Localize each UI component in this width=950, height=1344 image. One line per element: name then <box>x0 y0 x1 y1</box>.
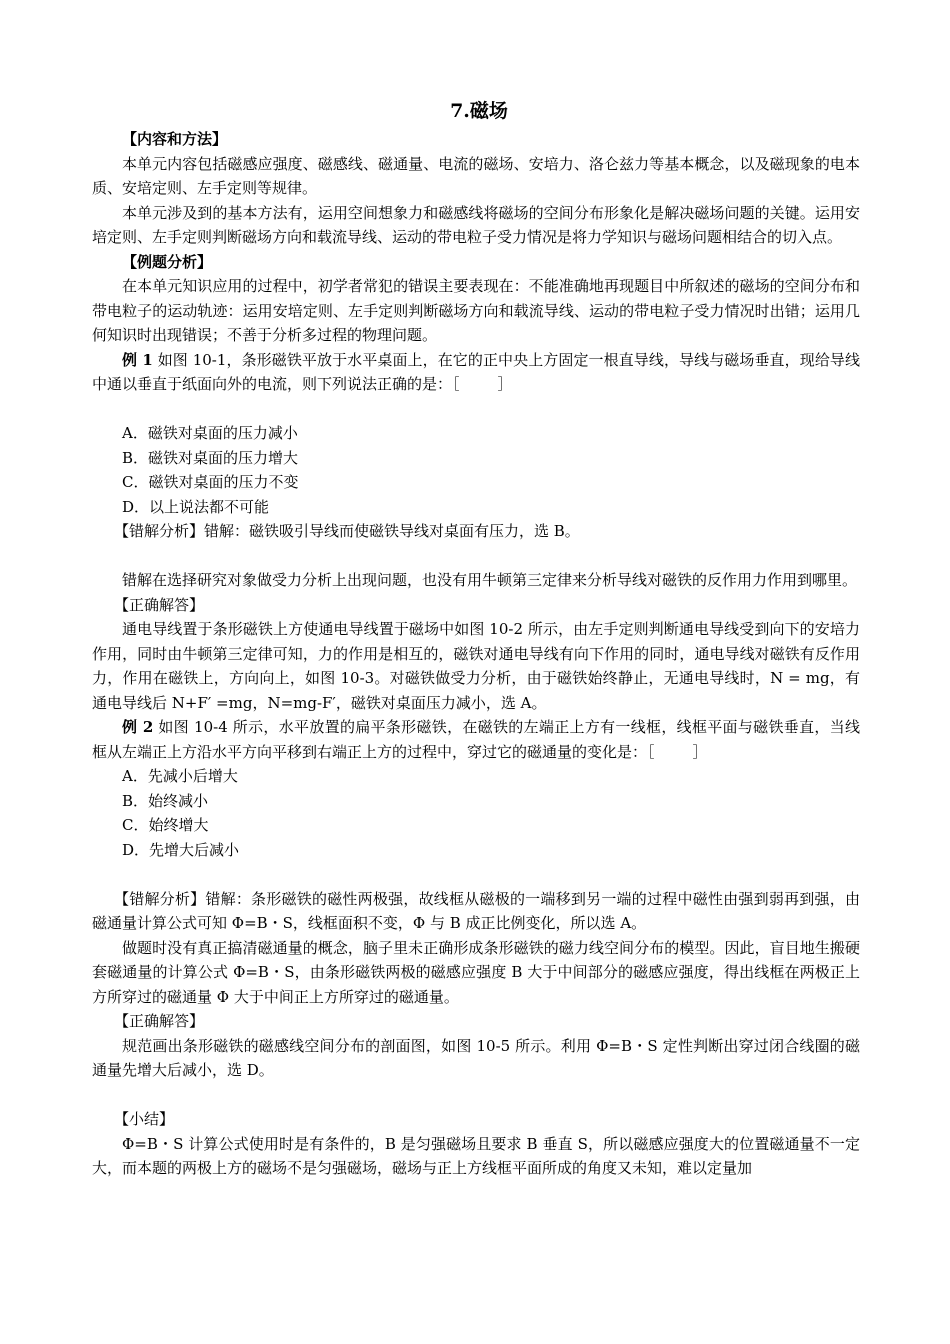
example-2-option-b: B．始终减小 <box>122 791 209 810</box>
summary-text: Φ=B・S 计算公式使用时是有条件的，B 是匀强磁场且要求 B 垂直 S，所以磁感应强度大的位置磁通量不一定大，而本题的两极上方的磁场不是匀强磁场，磁场与正上方线框平面所成的角度又未知，难以定量加 <box>92 1134 860 1177</box>
example-1-wrong-analysis <box>92 519 860 544</box>
example-2-wrong-analysis <box>92 887 860 936</box>
example-2-question-text: 如图 10-4 所示，水平放置的扁平条形磁铁，在磁铁的左端正上方有一线框，线框平面与磁铁垂直，当线框从左端正上方沿水平方向平移到右端正上方的过程中，穿过它的磁通量的变化是：［ <box>92 718 860 761</box>
example-1-question <box>92 348 860 397</box>
example-1-option-b: B．磁铁对桌面的压力增大 <box>122 448 299 467</box>
summary-label: 【小结】 <box>114 1110 175 1128</box>
example-2-option-d: D．先增大后减小 <box>122 840 240 859</box>
example-2-option-c: C．始终增大 <box>122 816 209 834</box>
paragraph-content-1: 本单元内容包括磁感应强度、磁感线、磁通量、电流的磁场、安培力、洛仑兹力等基本概念，以及磁现象的电本质、安培定则、左手定则等规律。 <box>92 154 860 197</box>
example-1-wrong-label: 【错解分析】 <box>114 522 205 540</box>
example-2-bracket: ］ <box>692 742 708 761</box>
example-2-correct-text: 规范画出条形磁铁的磁感线空间分布的剖面图，如图 10-5 所示。利用 Φ=B・S 定性判断出穿过闭合线圈的磁通量先增大后减小，选 D。 <box>92 1036 860 1079</box>
example-1-question-text: 如图 10-1，条形磁铁平放于水平桌面上，在它的正中央上方固定一根直导线，导线与磁场垂直，现给导线中通以垂直于纸面向外的电流，则下列说法正确的是：［ <box>92 350 860 393</box>
example-1-correct-text: 通电导线置于条形磁铁上方使通电导线置于磁场中如图 10-2 所示，由左手定则判断通电导线受到向下的安培力作用，同时由牛顿第三定律可知，力的作用是相互的，磁铁对通电导线有向下作用的同时，通电导线对磁铁有反作用力，作用在磁铁上，方向向上，如图 10-3。对磁铁做受力分析，由于磁铁始终静止，无通电导线时，N = mg，有通电导线后 N+F′ =mg，N=mg-F′，磁铁对桌面压力减小，选 A。 <box>92 620 860 712</box>
example-2-wrong-reason: 做题时没有真正搞清磁通量的概念，脑子里未正确形成条形磁铁的磁力线空间分布的模型。因此，盲目地生搬硬套磁通量的计算公式 Φ=B・S，由条形磁铁两极的磁感应强度 B 大于中间部分的磁感应强度，得出线框在两极正上方所穿过的磁通量 Φ 大于中间正上方所穿过的磁通量。 <box>92 938 860 1006</box>
example-2-wrong-label: 【错解分析】 <box>114 889 206 908</box>
example-1-option-a: A．磁铁对桌面的压力减小 <box>122 424 298 442</box>
example-1-option-c: C．磁铁对桌面的压力不变 <box>122 473 299 491</box>
example-1-bracket: ］ <box>497 375 513 393</box>
document-page <box>92 96 860 1181</box>
example-2-label: 例 2 <box>122 718 154 736</box>
example-1-correct-label: 【正确解答】 <box>114 595 205 614</box>
section-heading-content: 【内容和方法】 <box>122 130 228 148</box>
example-1-option-d: D．以上说法都不可能 <box>122 497 270 516</box>
example-2-question <box>92 715 860 764</box>
example-2-wrong-text: 错解：条形磁铁的磁性两极强，故线框从磁极的一端移到另一端的过程中磁性由强到弱再到强，由磁通量计算公式可知 Φ=B・S，线框面积不变，Φ 与 B 成正比例变化，所以选 A。 <box>92 889 860 932</box>
example-1-wrong-reason: 错解在选择研究对象做受力分析上出现问题，也没有用牛顿第三定律来分析导线对磁铁的反作用力作用到哪里。 <box>122 571 858 589</box>
example-1-label: 例 1 <box>122 350 153 369</box>
section-heading-examples: 【例题分析】 <box>122 252 213 271</box>
paragraph-content-2: 本单元涉及到的基本方法有，运用空间想象力和磁感线将磁场的空间分布形象化是解决磁场问题的关键。运用安培定则、左手定则判断磁场方向和载流导线、运动的带电粒子受力情况是将力学知识与磁场问题相结合的切入点。 <box>92 203 860 246</box>
paragraph-examples-intro: 在本单元知识应用的过程中，初学者常犯的错误主要表现在：不能准确地再现题目中所叙述的磁场的空间分布和带电粒子的运动轨迹：运用安培定则、左手定则判断磁场方向和载流导线、运动的带电粒子受力情况时出错；运用几何知识时出现错误；不善于分析多过程的物理问题。 <box>92 277 860 344</box>
example-2-option-a: A．先减小后增大 <box>122 767 238 785</box>
example-2-correct-label: 【正确解答】 <box>114 1012 205 1030</box>
page-title: 7.磁场 <box>450 100 508 122</box>
example-1-wrong-text: 错解：磁铁吸引导线而使磁铁导线对桌面有压力，选 B。 <box>204 522 580 540</box>
